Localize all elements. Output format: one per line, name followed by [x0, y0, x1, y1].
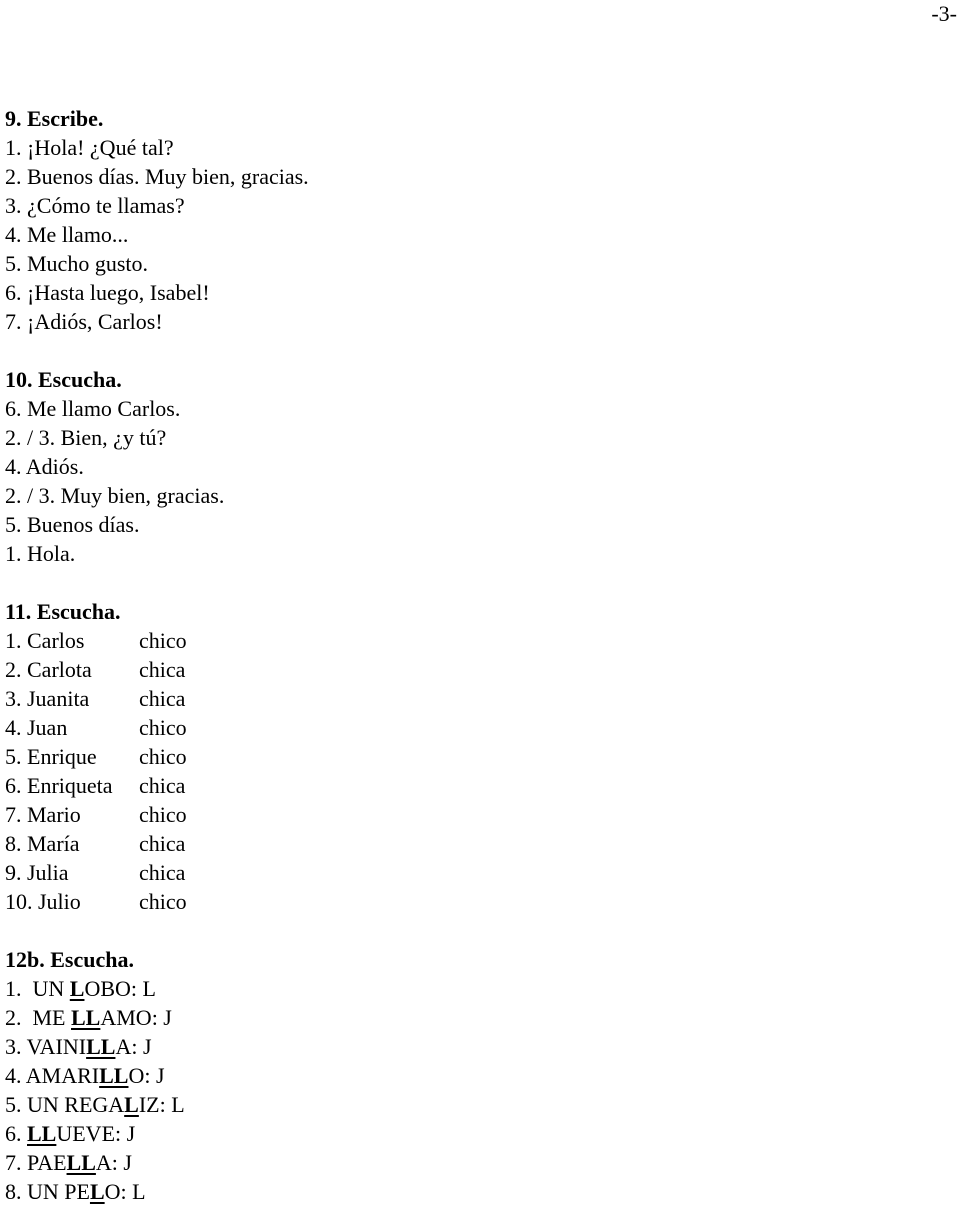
section-escucha-11	[5, 597, 905, 916]
gender-answer: chica	[139, 686, 186, 711]
section-heading: 10. Escucha.	[5, 367, 122, 392]
answer-line: 4. Me llamo...	[5, 222, 129, 247]
word-suffix: O: J	[128, 1063, 165, 1088]
gender-answer: chico	[139, 715, 187, 740]
highlighted-letters: L	[124, 1092, 139, 1117]
answer-line: 2. Buenos días. Muy bien, gracias.	[5, 164, 309, 189]
word-prefix: 4. AMARI	[5, 1063, 100, 1088]
person-name: 7. Mario	[5, 802, 81, 827]
answer-key	[5, 104, 905, 1206]
name-gender-row	[5, 626, 905, 655]
section-heading: 11. Escucha.	[5, 599, 121, 624]
word-suffix: UEVE: J	[56, 1121, 136, 1146]
highlighted-letters: LL	[99, 1063, 129, 1088]
word-suffix: A: J	[95, 1150, 132, 1175]
name-gender-row	[5, 713, 905, 742]
word-suffix: IZ: L	[138, 1092, 185, 1117]
person-name: 10. Julio	[5, 889, 81, 914]
word-suffix: A: J	[115, 1034, 152, 1059]
highlighted-letters: L	[89, 1179, 105, 1204]
section-escucha-10	[5, 365, 905, 568]
gender-answer: chico	[139, 889, 187, 914]
word-prefix: 6.	[5, 1121, 27, 1146]
highlighted-letters: LL	[86, 1034, 116, 1059]
section-heading: 9. Escribe.	[5, 106, 104, 131]
person-name: 8. María	[5, 831, 80, 856]
word-line	[5, 1119, 905, 1148]
page-number: -3-	[931, 1, 957, 26]
name-gender-row	[5, 655, 905, 684]
word-line	[5, 1148, 905, 1177]
word-prefix: 7. PAE	[5, 1150, 67, 1175]
answer-line: 1. ¡Hola! ¿Qué tal?	[5, 135, 174, 160]
answer-line: 5. Buenos días.	[5, 512, 140, 537]
answer-line: 5. Mucho gusto.	[5, 251, 148, 276]
word-suffix: OBO: L	[84, 976, 156, 1001]
word-line	[5, 1061, 905, 1090]
answer-line: 6. Me llamo Carlos.	[5, 396, 181, 421]
section-escucha-12b	[5, 945, 905, 1206]
word-prefix: 5. UN REGA	[5, 1092, 125, 1117]
gender-answer: chica	[139, 831, 186, 856]
section-escribe	[5, 104, 905, 336]
gender-answer: chica	[139, 860, 186, 885]
name-gender-row	[5, 684, 905, 713]
gender-answer: chica	[139, 773, 186, 798]
answer-line: 6. ¡Hasta luego, Isabel!	[5, 280, 210, 305]
answer-line: 1. Hola.	[5, 541, 76, 566]
gender-answer: chico	[139, 628, 187, 653]
name-gender-row	[5, 771, 905, 800]
word-suffix: O: L	[104, 1179, 146, 1204]
gender-answer: chica	[139, 657, 186, 682]
name-gender-row	[5, 800, 905, 829]
person-name: 9. Julia	[5, 860, 69, 885]
word-suffix: AMO: J	[100, 1005, 172, 1030]
answer-line: 4. Adiós.	[5, 454, 84, 479]
name-gender-row	[5, 858, 905, 887]
answer-line: 3. ¿Cómo te llamas?	[5, 193, 185, 218]
answer-line: 7. ¡Adiós, Carlos!	[5, 309, 163, 334]
answer-line: 2. / 3. Bien, ¿y tú?	[5, 425, 167, 450]
person-name: 2. Carlota	[5, 657, 92, 682]
name-gender-row	[5, 829, 905, 858]
person-name: 1. Carlos	[5, 628, 85, 653]
word-prefix: 8. UN PE	[5, 1179, 90, 1204]
gender-answer: chico	[139, 802, 187, 827]
word-line	[5, 1177, 905, 1206]
word-line	[5, 1090, 905, 1119]
word-line	[5, 974, 905, 1003]
person-name: 6. Enriqueta	[5, 773, 113, 798]
answer-line: 2. / 3. Muy bien, gracias.	[5, 483, 225, 508]
section-heading: 12b. Escucha.	[5, 947, 134, 972]
highlighted-letters: LL	[71, 1005, 101, 1030]
person-name: 4. Juan	[5, 715, 68, 740]
person-name: 5. Enrique	[5, 744, 97, 769]
name-gender-row	[5, 742, 905, 771]
highlighted-letters: L	[69, 976, 85, 1001]
word-prefix: 2. ME	[5, 1005, 71, 1030]
highlighted-letters: LL	[66, 1150, 96, 1175]
word-line	[5, 1032, 905, 1061]
gender-answer: chico	[139, 744, 187, 769]
word-prefix: 1. UN	[5, 976, 70, 1001]
word-line	[5, 1003, 905, 1032]
person-name: 3. Juanita	[5, 686, 90, 711]
highlighted-letters: LL	[27, 1121, 57, 1146]
word-prefix: 3. VAINI	[5, 1034, 87, 1059]
name-gender-row	[5, 887, 905, 916]
